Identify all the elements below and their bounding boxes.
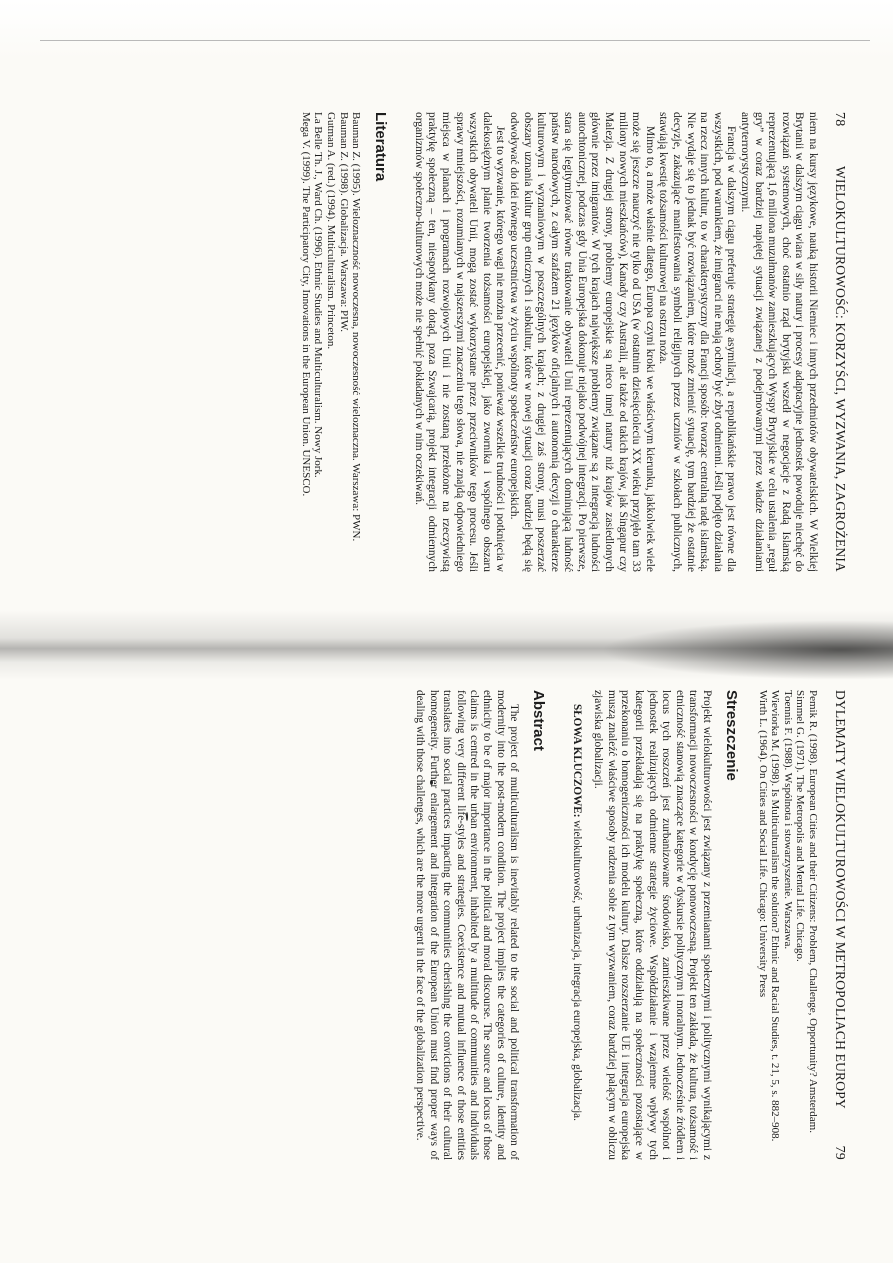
literature-heading: Literatura <box>372 112 390 182</box>
keywords-label: SŁOWA KLUCZOWE: <box>570 704 583 818</box>
summary-text <box>591 690 713 1160</box>
page-79 <box>136 690 848 1160</box>
reference-item: Wirth L. (1964). On Cities and Social Life. Chicago: University Press <box>756 690 769 998</box>
body-paragraph: niem na kursy językowe, nauką historii Niemiec i innych przedmiotów obywatelskich. W Wielkiej Brytanii w dalszym ciągu wiara w siły natury i procesy adaptacyjne jednostek powoduje niechęć do rozwiązań systemowych, choć ostatnio rząd brytyjski wszedł w negocjacje z Radą Islamską reprezentującą 1,6 miliona muzułmanów zamieszkujących Wyspy Brytyjskie w celu ustalenia „reguł gry” w coraz bardziej napiętej sytuacji związanej z podejmowanymi przez władze działaniami antyterrorystycznymi. <box>739 112 819 572</box>
reference-item: Wieviorka M. (1998). Is Multiculturalism the solution? Ethnic and Racial Studies, t. 21, 5, s. 882–908. <box>769 690 782 1142</box>
reference-item: La Belle Th. J., Ward Ch. (1996). Ethnic Studies and Multiculturalism. Nowy Jork. <box>312 112 325 478</box>
reference-item: Mega V. (1999). The Participatory City, Innovations in the European Union. UNESCO. <box>299 112 312 497</box>
summary-heading: Streszczenie <box>723 690 741 781</box>
keywords <box>569 690 582 1160</box>
summary-paragraph: Projekt wielokulturowości jest związany z przemianami społecznymi i politycznymi wynikającymi z transformacji nowoczesności w kondycję ponowoczesną. Projekt ten zakłada, że kultura, tożsamość i etniczność stanowią znaczące kategorie w dyskursie politycznym i moralnym. Jednocześnie źródłem i locus tych roszczeń jest zurbanizowane środowisko, zamieszkiwane przez wielość wspólnot i jednostek realizujących odmienne strategie życiowe. Współdziałanie i wzajemne wpływy tych kategorii przekładają się na praktykę społeczną, które oddziałują na społeczności pozostające w przekonaniu o homogeniczności ich modelu kultury. Dalsze rozszerzanie UE i integracja europejska muszą znaleźć właściwe sposoby radzenia sobie z tym wyzwaniem, coraz bardziej palącym w obliczu zjawiska globalizacji. <box>592 690 714 1160</box>
abstract-heading: Abstract <box>530 690 548 751</box>
scan-rule-line <box>40 40 870 41</box>
body-paragraph: Jest to wyzwanie, którego wagi nie można przecenić, ponieważ wszelkie trudności i potknięcia w dalekosiężnym planie tworzenia tożsamości europejskiej, jako zwornika i wspólnego obszaru wszystkich obywateli Unii, mogą zostać wykorzystane przez przeciwników tego procesu. Jeśli sprawy mniejszości, rozumianych w najszerszymi znaczeniu tego słowa, nie znajdą odpowiedniego miejsca w planach i programach rozwojowych Unii i nie zostaną przełożone na rzeczywistą praktykę społeczną – ten, niespotykany dotąd, poza Szwajcarią, projekt integracji odmiennych organizmów społeczno-kulturowych może nie spełnić pokładanych w nim oczekiwań. <box>412 112 507 572</box>
reference-item: Pemik R. (1998). European Cities and their Citizens: Problem, Challenge, Opportunity? Amsterdam. <box>807 690 819 1133</box>
running-title: DYLEMATY WIELOKULTUROWOŚCI W METROPOLIACH EUROPY <box>833 690 848 1109</box>
body-paragraph: Francja w dalszym ciągu preferuje strategię asymilacji, a republikańskie prawo jest równe dla wszystkich, pod warunkiem, że imigranci nie mają ochoty być zbyt odmienni. Jeśli podjęto działania na rzecz innych kultur, to w charakterystyczny dla Francji sposób: tworząc centralną radę islamską. Nie wydaje się to jednak być rozwiązaniem, które może zmienić sytuację, tym bardziej że ostatnie decyzje, zakazujące manifestowania symboli religijnych przez uczniów w szkołach publicznych, stawiają kwestię tożsamości kulturowej na ostrzu noża. <box>657 112 738 572</box>
running-title: WIELOKULTUROWOŚĆ: KORZYŚCI, WYZWANIA, ZAGROŻENIA <box>833 166 848 572</box>
body-text <box>411 112 819 572</box>
body-paragraph: Mimo to, a może właśnie dlatego, Europa czyni kroki we właściwym kierunku, jakkolwiek wiele może się jeszcze nauczyć nie tylko od USA (w ostatnim dziesięcioleciu XX wieku przyjęło tam 33 miliony nowych mieszkańców), Kanady czy Australii, ale także od takich krajów, jak Singapur czy Malezja. Z drugiej strony, problemy europejskie są nieco innej natury niż krajów zasiedlonych głównie przez imigrantów. W tych krajach największe problemy związane są z integracją ludności autochtonicznej, podczas gdy Unia Europejska dokonuje niejako podwójnej integracji. Po pierwsze, stara się legitymizować równe traktowanie obywateli Unii reprezentujących dominującą ludność państw narodowych, z całym szafażem 21 języków oficjalnych i autonomią decyzji o charakterze kulturowym i wyznaniowym w poszczególnych krajach; z drugiej zaś strony, musi poszerzać obszary uznania kultur grup etnicznych i subkultur, które w nowej sytuacji coraz bardziej będą się odwoływać do idei równego uczestnictwa w życiu wspólnoty społeczeństw europejskich. <box>507 112 656 572</box>
scan-edge <box>0 0 893 60</box>
page-number: 79 <box>832 1145 847 1160</box>
reference-item: Gutman A. (red.) (1994). Multiculturalism. Princeton. <box>325 112 337 350</box>
keywords-list: wielokulturowość, urbanizacja, integracja europejska, globalizacja. <box>570 820 583 1121</box>
abstract-text: The project of multiculturalism is inevitably related to the social and political transformation of modernity into the post-modern condition. The project implies the categories of culture, identity and ethnicity to be of major importance in the political and moral discourse. The source and locus of those claims is centred in the urban environment, inhabited by a multitude of communities and individuals following very different life-styles and strategies. Coexistence and mutual influence of those entities translates into social practices impacting the communities cherishing the convictions of their cultural homogeneity. Further enlargement and integration of the European Union must find proper ways of dealing with those challenges, which are the more urgent in the face of the globalization perspective. <box>414 690 521 1160</box>
reference-item: Simmel G. (1971). The Metropolis and Mental Life. Chicago. <box>794 690 807 962</box>
reference-list <box>299 112 362 572</box>
page-number: 78 <box>832 112 847 127</box>
page-header <box>831 690 848 1160</box>
book-gutter-blot <box>600 620 893 680</box>
reference-item: Bauman Z. (1995). Wieloznaczność nowoczesna, nowoczesność wieloznaczna. Warszawa: PWN. <box>350 112 363 542</box>
reference-item: Toennis F. (1988). Wspólnota i stowarzyszenie. Warszawa. <box>781 690 794 950</box>
page-header <box>831 112 848 572</box>
page-78 <box>136 112 848 572</box>
reference-item: Bauman Z. (1998). Globalizacja. Warszawa: PIW. <box>337 112 350 332</box>
reference-list <box>756 690 819 1160</box>
